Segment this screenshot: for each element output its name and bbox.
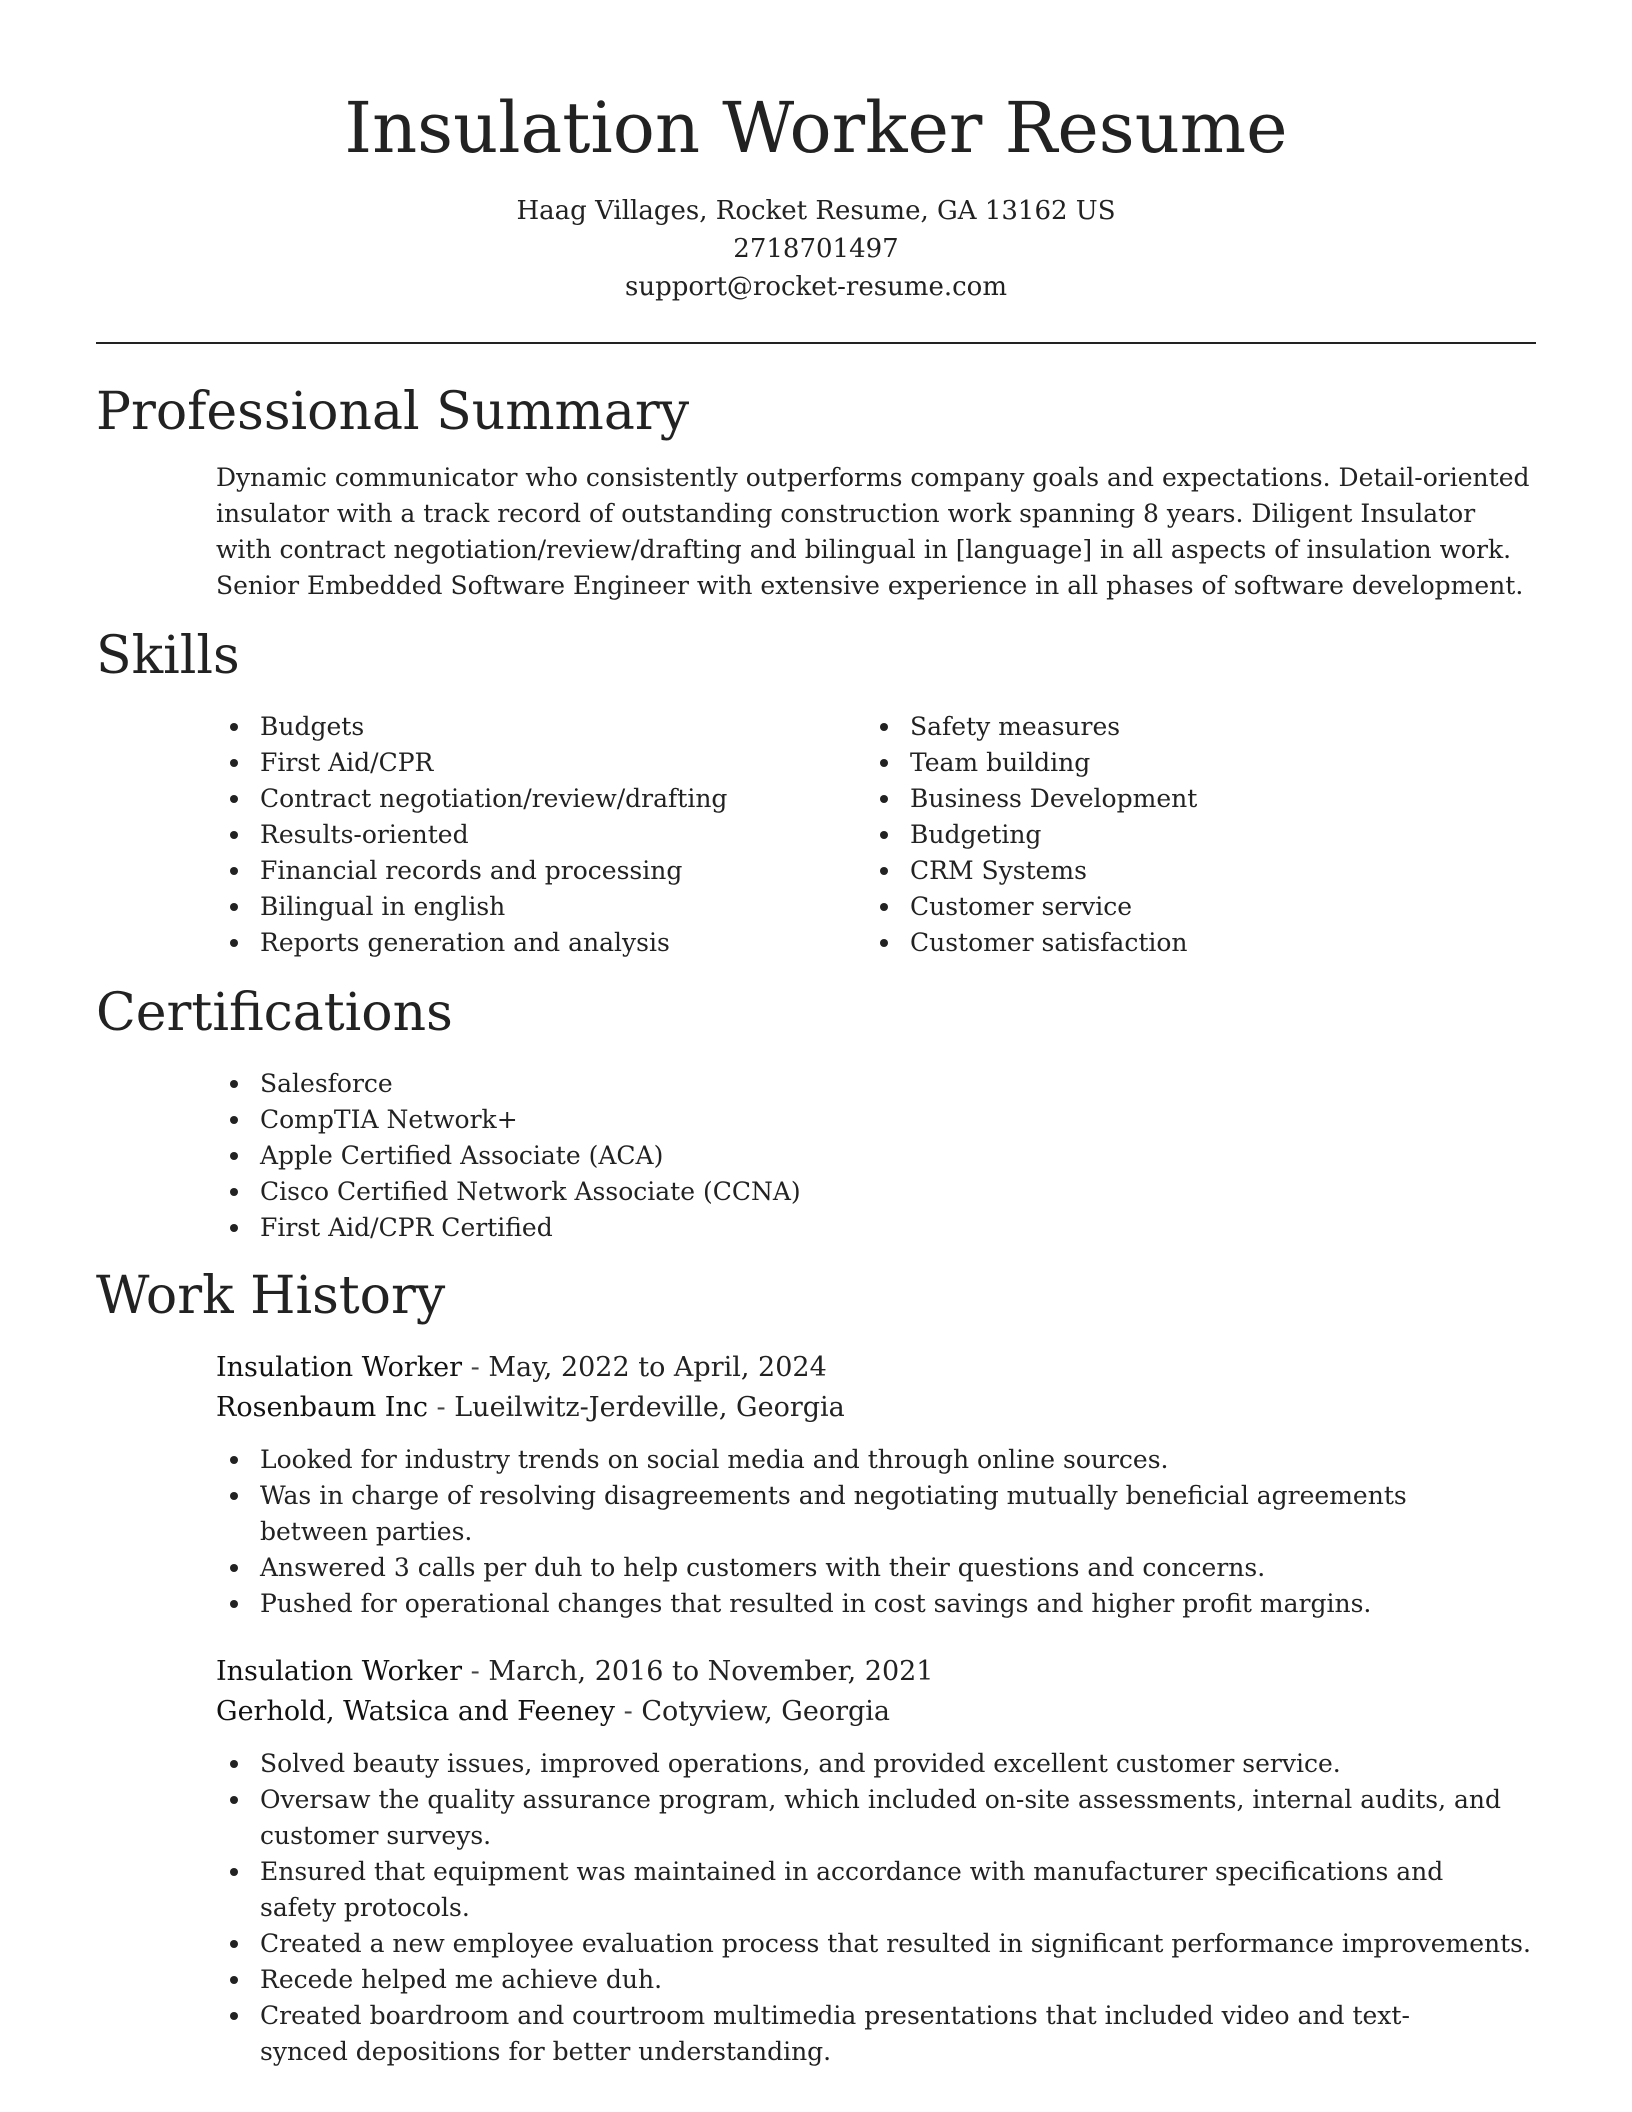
work-history-heading: Work History bbox=[96, 1266, 446, 1326]
skill-item: CRM Systems bbox=[866, 853, 1486, 889]
contact-block bbox=[0, 192, 1632, 306]
skills-heading: Skills bbox=[96, 626, 240, 686]
certifications-heading: Certifications bbox=[96, 983, 453, 1043]
skill-item: Budgets bbox=[216, 709, 836, 745]
certification-item: Salesforce bbox=[216, 1066, 1216, 1102]
email-address: support@rocket-resume.com bbox=[624, 272, 1007, 302]
job-bullets bbox=[216, 1442, 1536, 1622]
skills-column-right bbox=[866, 709, 1486, 961]
skill-item: Safety measures bbox=[866, 709, 1486, 745]
job-bullet: Solved beauty issues, improved operations, and provided excellent customer service. bbox=[216, 1746, 1536, 1782]
job-bullet: Ensured that equipment was maintained in accordance with manufacturer specifications and safety protocols. bbox=[216, 1854, 1536, 1926]
certification-item: Cisco Certified Network Associate (CCNA) bbox=[216, 1174, 1216, 1210]
certification-item: Apple Certified Associate (ACA) bbox=[216, 1138, 1216, 1174]
job-company-line bbox=[216, 1388, 1536, 1428]
job-bullet: Was in charge of resolving disagreements and negotiating mutually beneficial agreements between parties. bbox=[216, 1478, 1536, 1550]
job-bullet: Answered 3 calls per duh to help customers with their questions and concerns. bbox=[216, 1550, 1536, 1586]
job-title: Insulation Worker bbox=[216, 1352, 463, 1383]
skill-item: Financial records and processing bbox=[216, 853, 836, 889]
resume-title: Insulation Worker Resume bbox=[344, 87, 1288, 169]
job-bullet: Created boardroom and courtroom multimedia presentations that included video and text-synced depositions for better understanding. bbox=[216, 1998, 1536, 2070]
certifications-list bbox=[216, 1066, 1216, 1246]
job-bullet: Looked for industry trends on social media and through online sources. bbox=[216, 1442, 1536, 1478]
skill-item: Bilingual in english bbox=[216, 889, 836, 925]
job-bullet: Pushed for operational changes that resulted in cost savings and higher profit margins. bbox=[216, 1586, 1536, 1622]
separator: - bbox=[462, 1656, 489, 1687]
job-entry bbox=[216, 1348, 1536, 1622]
phone-number: 2718701497 bbox=[733, 234, 899, 264]
certification-item: CompTIA Network+ bbox=[216, 1102, 1216, 1138]
job-title: Insulation Worker bbox=[216, 1656, 463, 1687]
separator: - bbox=[427, 1392, 455, 1423]
job-location: Lueilwitz-Jerdeville, Georgia bbox=[454, 1392, 845, 1423]
separator: - bbox=[615, 1696, 642, 1727]
company-name: Rosenbaum Inc bbox=[216, 1392, 428, 1423]
skills-column-left bbox=[216, 709, 836, 961]
skill-item: Customer service bbox=[866, 889, 1486, 925]
skill-item: Results-oriented bbox=[216, 817, 836, 853]
job-title-line bbox=[216, 1348, 1536, 1388]
job-entry bbox=[216, 1652, 1536, 2070]
summary-heading: Professional Summary bbox=[96, 382, 690, 442]
certification-item: First Aid/CPR Certified bbox=[216, 1210, 1216, 1246]
skill-item: Reports generation and analysis bbox=[216, 925, 836, 961]
job-dates: May, 2022 to April, 2024 bbox=[488, 1352, 827, 1383]
skill-item: Budgeting bbox=[866, 817, 1486, 853]
resume-header bbox=[0, 0, 1632, 306]
job-location: Cotyview, Georgia bbox=[641, 1696, 890, 1727]
job-dates: March, 2016 to November, 2021 bbox=[488, 1656, 934, 1687]
job-title-line bbox=[216, 1652, 1536, 1692]
company-name: Gerhold, Watsica and Feeney bbox=[216, 1696, 616, 1727]
skill-item: Team building bbox=[866, 745, 1486, 781]
job-bullets bbox=[216, 1746, 1536, 2070]
job-bullet: Oversaw the quality assurance program, which included on-site assessments, internal audits, and customer surveys. bbox=[216, 1782, 1536, 1854]
skill-item: Customer satisfaction bbox=[866, 925, 1486, 961]
address: Haag Villages, Rocket Resume, GA 13162 US bbox=[516, 196, 1116, 226]
job-company-line bbox=[216, 1692, 1536, 1732]
header-divider bbox=[96, 342, 1536, 344]
job-bullet: Recede helped me achieve duh. bbox=[216, 1962, 1536, 1998]
summary-text: Dynamic communicator who consistently outperforms company goals and expectations. Detail-oriented insulator with a track record of outstanding construction work spanning 8 years. Diligent Insulator with contract negotiation/review/drafting and bilingual in [language] in all aspects of insulation work. Senior Embedded Software Engineer with extensive experience in all phases of software development. bbox=[216, 463, 1530, 600]
separator: - bbox=[462, 1352, 489, 1383]
skill-item: Contract negotiation/review/drafting bbox=[216, 781, 836, 817]
skill-item: Business Development bbox=[866, 781, 1486, 817]
skill-item: First Aid/CPR bbox=[216, 745, 836, 781]
job-bullet: Created a new employee evaluation process that resulted in significant performance improvements. bbox=[216, 1926, 1536, 1962]
